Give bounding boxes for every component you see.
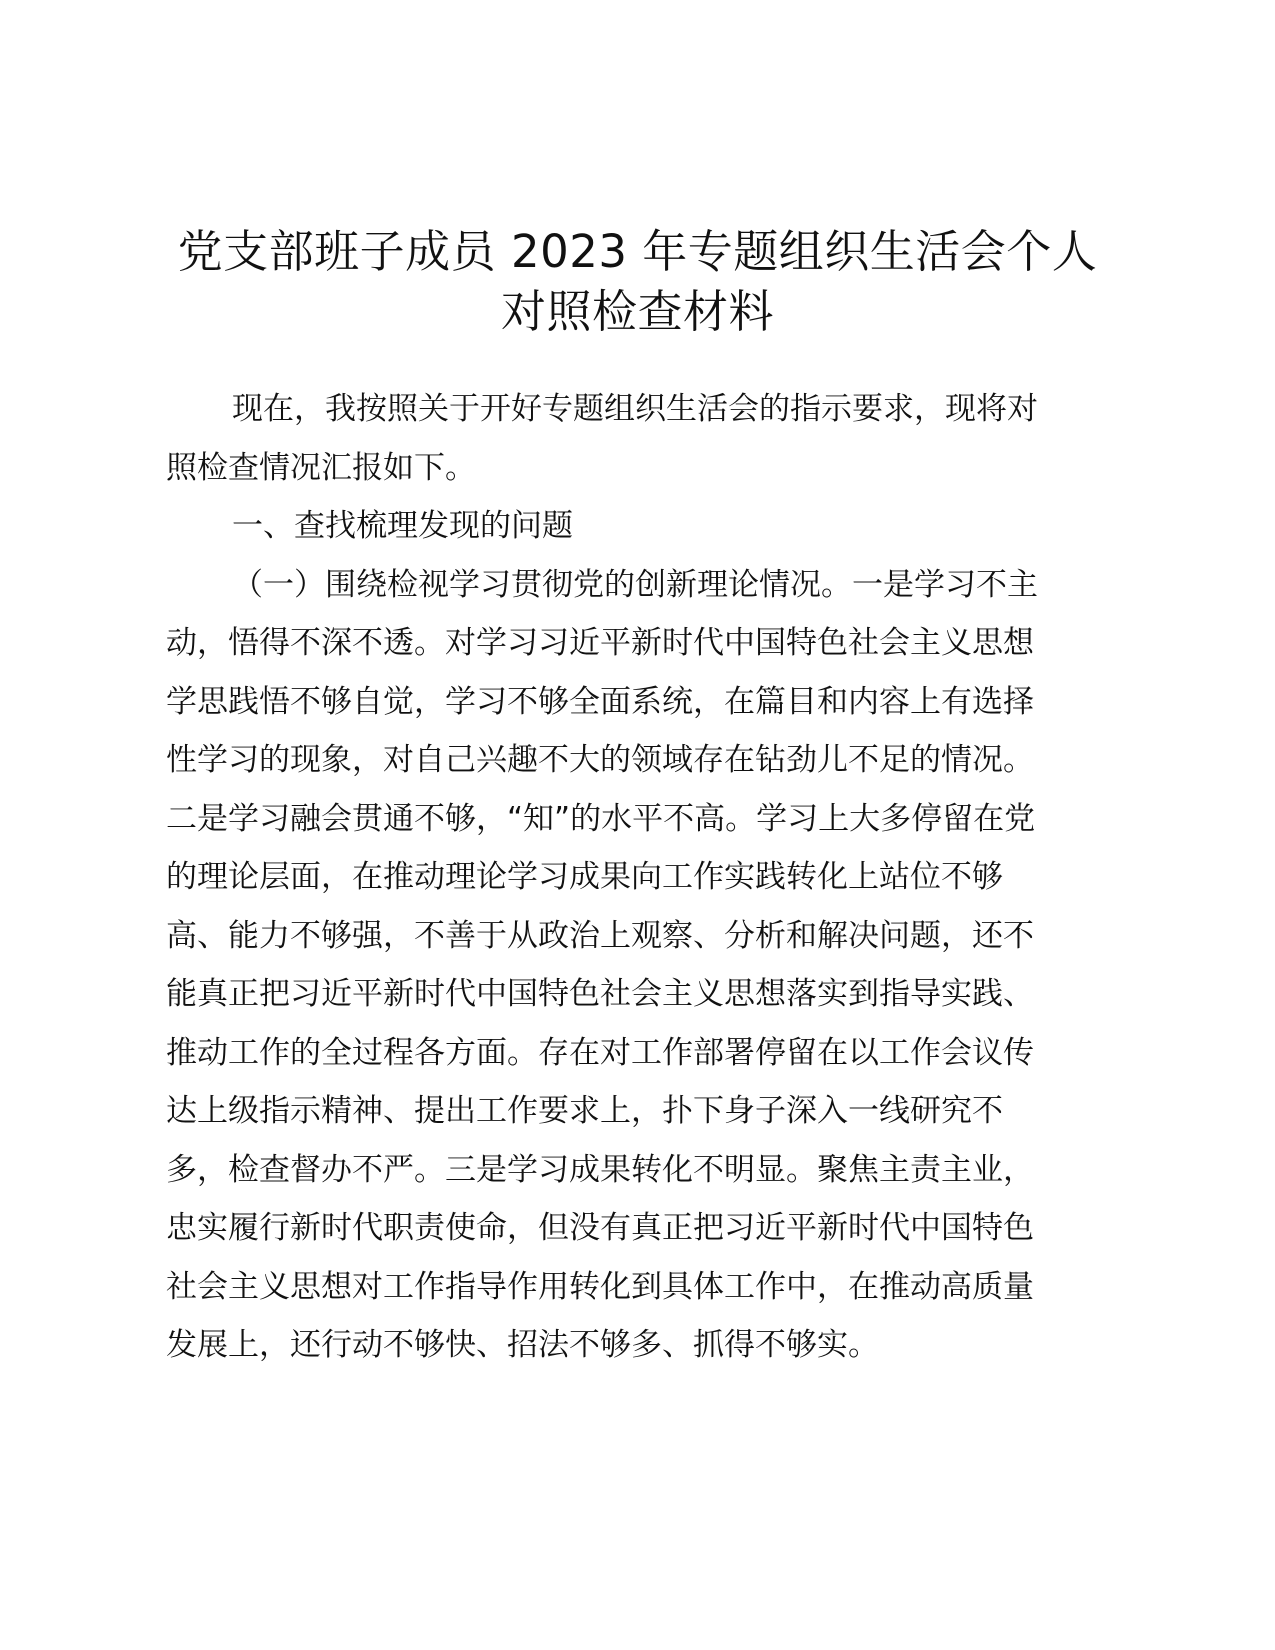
title-line: 对照检查材料 <box>500 285 774 338</box>
text-line: 高、能力不够强，不善于从政治上观察、分析和解决问题，还不 <box>166 917 1034 954</box>
text-line: 能真正把习近平新时代中国特色社会主义思想落实到指导实践、 <box>166 976 1034 1012</box>
section-heading <box>166 497 1101 556</box>
text-line: 现在，我按照关于开好专题组织生活会的指示要求，现将对 <box>232 391 1038 427</box>
text-line: 忠实履行新时代职责使命，但没有真正把习近平新时代中国特色 <box>166 1210 1034 1246</box>
text-line: 发展上，还行动不够快、招法不够多、抓得不够实。 <box>166 1327 879 1363</box>
text-line: 达上级指示精神、提出工作要求上，扑下身子深入一线研究不 <box>166 1093 1003 1129</box>
text-line: 社会主义思想对工作指导作用转化到具体工作中，在推动高质量 <box>166 1268 1034 1305</box>
text-line: 动，悟得不深不透。对学习习近平新时代中国特色社会主义思想 <box>166 625 1034 661</box>
text-line: 照检查情况汇报如下。 <box>166 449 476 486</box>
paragraph-intro <box>166 380 1101 497</box>
text-line: 学思践悟不够自觉，学习不够全面系统，在篇目和内容上有选择 <box>166 683 1034 720</box>
text-line: 性学习的现象，对自己兴趣不大的领域存在钻劲儿不足的情况。 <box>166 742 1034 778</box>
text-line: 多，检查督办不严。三是学习成果转化不明显。聚焦主责主业， <box>166 1151 1034 1188</box>
text-line: 的理论层面，在推动理论学习成果向工作实践转化上站位不够 <box>166 859 1003 895</box>
paragraph-study <box>166 556 1101 1375</box>
title-line: 党支部班子成员 2023 年专题组织生活会个人 <box>177 225 1098 278</box>
document-body <box>166 380 1101 1375</box>
document-title <box>150 222 1125 342</box>
text-line: 一、查找梳理发现的问题 <box>232 508 573 544</box>
text-line: 推动工作的全过程各方面。存在对工作部署停留在以工作会议传 <box>166 1034 1034 1071</box>
text-line: 二是学习融会贯通不够，“知”的水平不高。学习上大多停留在党 <box>166 800 1036 837</box>
text-line: （一）围绕检视学习贯彻党的创新理论情况。一是学习不主 <box>232 566 1038 603</box>
